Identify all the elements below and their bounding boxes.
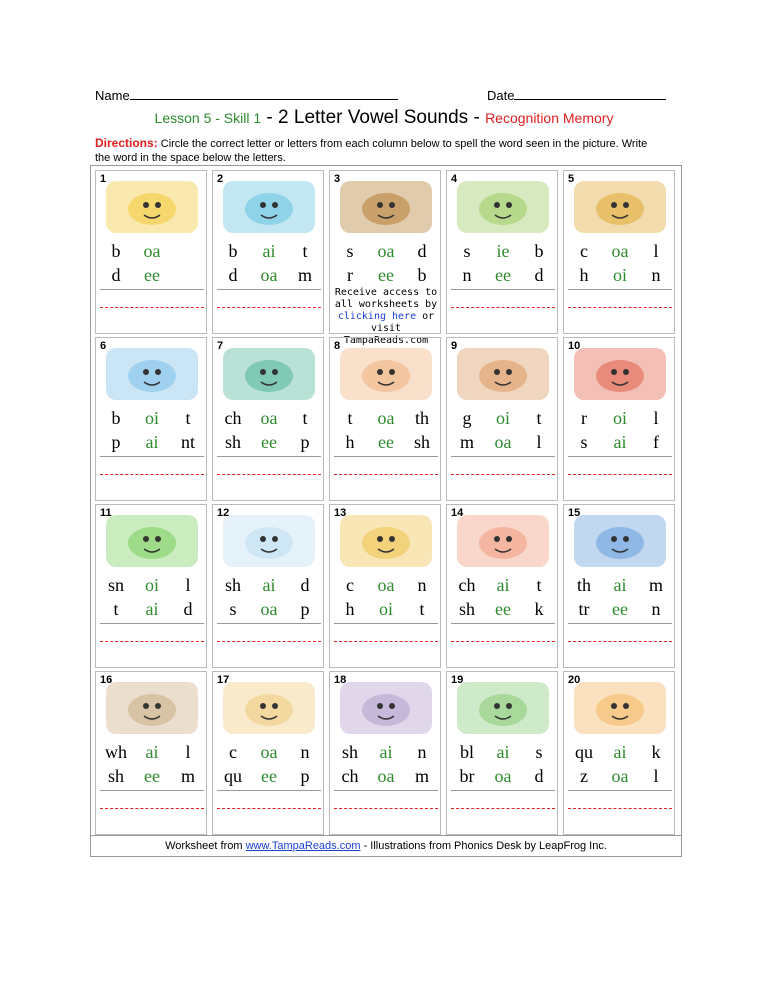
consonant-choice[interactable]: t — [113, 599, 119, 619]
consonant-choice[interactable]: d — [300, 575, 310, 595]
consonant-choice[interactable]: s — [229, 599, 237, 619]
answer-field[interactable] — [568, 290, 672, 330]
vowel-choice[interactable]: oa — [260, 408, 278, 428]
vowel-choice[interactable]: ee — [378, 265, 394, 285]
consonant-choice[interactable]: c — [580, 241, 588, 261]
vowel-choice[interactable]: ee — [495, 599, 511, 619]
item-number: 7 — [217, 340, 224, 352]
consonant-choice[interactable]: l — [653, 241, 659, 261]
directions-label: Directions: — [95, 136, 158, 150]
coin-icon — [334, 509, 436, 569]
consonant-choice[interactable]: sh — [458, 599, 475, 619]
vowel-choice[interactable]: oa — [260, 265, 278, 285]
answer-field[interactable] — [334, 624, 438, 664]
vowel-choice[interactable]: oa — [494, 766, 512, 786]
consonant-choice[interactable]: nt — [180, 432, 195, 452]
consonant-choice[interactable]: n — [651, 599, 661, 619]
consonant-choice[interactable]: ch — [458, 575, 476, 595]
answer-field[interactable] — [334, 791, 438, 831]
consonant-choice[interactable]: s — [346, 241, 354, 261]
vowel-choice[interactable]: ai — [496, 575, 510, 595]
word-item — [329, 337, 441, 501]
word-item — [563, 671, 675, 835]
sailboat-icon — [217, 175, 319, 235]
vowel-choice[interactable]: oa — [260, 742, 278, 762]
teeth-face-icon — [334, 342, 436, 402]
consonant-choice[interactable]: th — [576, 575, 591, 595]
consonant-choice[interactable]: ch — [341, 766, 359, 786]
consonant-choice[interactable]: k — [534, 599, 544, 619]
item-number: 4 — [451, 173, 458, 185]
consonant-choice[interactable]: t — [347, 408, 353, 428]
word-item — [446, 337, 558, 501]
consonant-choice[interactable]: sh — [107, 766, 124, 786]
word-item — [212, 504, 324, 668]
snail-icon — [100, 509, 202, 569]
vowel-choice[interactable]: oa — [377, 766, 395, 786]
item-number: 14 — [451, 507, 464, 519]
consonant-choice[interactable]: h — [579, 265, 589, 285]
date-field[interactable] — [487, 86, 666, 103]
answer-field[interactable] — [568, 791, 672, 831]
consonant-choice[interactable]: qu — [575, 742, 593, 762]
answer-field[interactable] — [100, 624, 204, 664]
item-number: 19 — [451, 674, 464, 686]
item-number: 20 — [568, 674, 581, 686]
consonant-choice[interactable]: th — [414, 408, 429, 428]
consonant-choice[interactable]: n — [651, 265, 661, 285]
consonant-choice[interactable]: qu — [224, 766, 242, 786]
consonant-choice[interactable]: b — [111, 408, 121, 428]
vowel-choice[interactable]: oa — [494, 432, 512, 452]
item-number: 11 — [100, 507, 112, 519]
vowel-choice[interactable]: oa — [611, 766, 629, 786]
title-main: - 2 Letter Vowel Sounds - — [261, 107, 486, 128]
consonant-choice[interactable]: h — [345, 432, 355, 452]
consonant-choice[interactable]: b — [417, 265, 427, 285]
vowel-choice[interactable]: ee — [261, 432, 277, 452]
consonant-choice[interactable]: sn — [107, 575, 124, 595]
date-label: Date — [487, 88, 515, 103]
consonant-choice[interactable]: bl — [459, 742, 474, 762]
vowel-choice[interactable]: oa — [377, 575, 395, 595]
cheek-icon — [451, 509, 553, 569]
lesson-label: Lesson 5 - Skill 1 — [154, 110, 262, 126]
item-number: 13 — [334, 507, 347, 519]
item-number: 9 — [451, 340, 458, 352]
item-number: 12 — [217, 507, 230, 519]
word-item — [329, 671, 441, 835]
item-number: 2 — [217, 173, 224, 185]
vowel-choice[interactable]: ai — [262, 575, 276, 595]
word-item — [563, 170, 675, 334]
consonant-choice[interactable]: f — [653, 432, 659, 452]
word-item — [446, 671, 558, 835]
item-number: 6 — [100, 340, 107, 352]
vowel-choice[interactable]: oi — [612, 265, 627, 285]
word-item — [95, 671, 207, 835]
word-item — [329, 170, 441, 346]
consonant-choice[interactable]: t — [419, 599, 425, 619]
answer-field[interactable] — [568, 457, 672, 497]
vowel-choice[interactable]: oi — [378, 599, 393, 619]
consonant-choice[interactable]: p — [111, 432, 121, 452]
word-item — [95, 337, 207, 501]
vowel-choice[interactable]: oa — [377, 408, 395, 428]
consonant-choice[interactable]: s — [463, 241, 471, 261]
consonant-choice[interactable]: t — [302, 408, 308, 428]
promo-line1: Receive access to — [334, 287, 438, 298]
item-number: 17 — [217, 674, 230, 686]
footer — [91, 835, 681, 856]
consonant-choice[interactable]: b — [534, 241, 544, 261]
vowel-choice[interactable]: ai — [613, 432, 627, 452]
promo-line2: all worksheets by — [334, 299, 438, 310]
consonant-choice[interactable]: p — [300, 599, 310, 619]
name-underline — [130, 86, 398, 100]
answer-field[interactable] — [217, 791, 321, 831]
item-number: 10 — [568, 340, 581, 352]
consonant-choice[interactable]: l — [653, 408, 659, 428]
consonant-choice[interactable]: d — [183, 599, 193, 619]
coil-icon — [568, 175, 670, 235]
word-item — [563, 337, 675, 501]
consonant-choice[interactable]: d — [111, 265, 121, 285]
answer-field[interactable] — [451, 624, 555, 664]
bee-icon — [100, 175, 202, 235]
vowel-choice[interactable]: ee — [495, 265, 511, 285]
date-underline — [514, 86, 666, 100]
consonant-choice[interactable]: t — [185, 408, 191, 428]
word-item — [212, 671, 324, 835]
word-item — [212, 337, 324, 501]
word-item — [446, 170, 558, 334]
answer-field[interactable] — [217, 290, 321, 330]
consonant-choice[interactable]: p — [300, 432, 310, 452]
sheep-icon — [217, 342, 319, 402]
footer-suffix: - Illustrations from Phonics Desk by LeapFrog Inc. — [360, 840, 607, 852]
consonant-choice[interactable]: m — [414, 766, 429, 786]
word-item — [329, 504, 441, 668]
vowel-choice[interactable]: oi — [144, 408, 159, 428]
vowel-choice[interactable]: ai — [262, 241, 276, 261]
promo-line3: or visit — [370, 311, 435, 334]
road-icon — [334, 175, 436, 235]
vowel-choice[interactable]: ai — [145, 742, 159, 762]
consonant-choice[interactable]: m — [459, 432, 474, 452]
consonant-choice[interactable]: z — [580, 766, 588, 786]
name-label: Name — [95, 88, 130, 103]
word-item — [212, 170, 324, 334]
consonant-choice[interactable]: sh — [413, 432, 430, 452]
consonant-choice[interactable]: m — [180, 766, 195, 786]
word-item — [95, 170, 207, 334]
title-sub: Recognition Memory — [485, 110, 614, 126]
consonant-choice[interactable]: sh — [341, 742, 358, 762]
directions — [95, 136, 655, 165]
answer-field[interactable] — [451, 457, 555, 497]
consonant-choice[interactable]: d — [228, 265, 238, 285]
consonant-choice[interactable]: sh — [224, 432, 241, 452]
consonant-choice[interactable]: wh — [105, 742, 127, 762]
name-date-header — [95, 86, 675, 106]
page-title — [0, 107, 768, 129]
answer-field[interactable] — [100, 457, 204, 497]
consonant-choice[interactable]: n — [417, 742, 427, 762]
answer-field[interactable] — [334, 457, 438, 497]
vowel-choice[interactable]: oi — [612, 408, 627, 428]
vowel-choice[interactable]: ee — [612, 599, 628, 619]
consonant-choice[interactable]: n — [300, 742, 310, 762]
consonant-choice[interactable]: t — [536, 575, 542, 595]
consonant-choice[interactable]: l — [536, 432, 542, 452]
answer-field[interactable] — [451, 791, 555, 831]
consonant-choice[interactable]: p — [300, 766, 310, 786]
word-item — [563, 504, 675, 668]
word-item — [95, 504, 207, 668]
item-number: 16 — [100, 674, 113, 686]
consonant-choice[interactable]: m — [648, 575, 663, 595]
footer-link[interactable]: www.TampaReads.com — [245, 840, 361, 852]
consonant-choice[interactable]: t — [536, 408, 542, 428]
quail-icon — [568, 676, 670, 736]
consonant-choice[interactable]: g — [462, 408, 472, 428]
directions-text: Circle the correct letter or letters from each column below to spell the word seen in the picture. Write the word in the space below the letters. — [95, 138, 648, 164]
answer-field[interactable] — [568, 624, 672, 664]
consonant-choice[interactable]: sh — [224, 575, 241, 595]
soil-icon — [568, 342, 670, 402]
consonant-choice[interactable]: d — [534, 766, 544, 786]
consonant-choice[interactable]: d — [534, 265, 544, 285]
name-field[interactable] — [95, 86, 398, 103]
braid-icon — [451, 676, 553, 736]
consonant-choice[interactable]: l — [185, 742, 191, 762]
consonant-choice[interactable]: tr — [578, 599, 590, 619]
consonant-choice[interactable]: s — [535, 742, 543, 762]
consonant-choice[interactable]: m — [297, 265, 312, 285]
consonant-choice[interactable]: b — [111, 241, 121, 261]
consonant-choice[interactable]: r — [347, 265, 353, 285]
vowel-choice[interactable]: oi — [144, 575, 159, 595]
vowel-choice[interactable]: ee — [144, 766, 160, 786]
consonant-choice[interactable]: ch — [224, 408, 242, 428]
vowel-choice[interactable]: ai — [379, 742, 393, 762]
consonant-choice[interactable]: br — [459, 766, 475, 786]
shaving-icon — [217, 509, 319, 569]
consonant-choice[interactable]: l — [185, 575, 191, 595]
promo-link[interactable]: clicking here — [337, 311, 417, 322]
item-number: 5 — [568, 173, 575, 185]
goat-icon — [451, 342, 553, 402]
farmer-seed-icon — [451, 175, 553, 235]
item-number: 3 — [334, 173, 341, 185]
vowel-choice[interactable]: ai — [145, 432, 159, 452]
vowel-choice[interactable]: ee — [378, 432, 394, 452]
wheel-icon — [100, 676, 202, 736]
consonant-choice[interactable]: k — [651, 742, 661, 762]
consonant-choice[interactable]: h — [345, 599, 355, 619]
answer-field[interactable] — [451, 290, 555, 330]
footer-prefix: Worksheet from — [165, 840, 246, 852]
vowel-choice[interactable]: ee — [261, 766, 277, 786]
item-number: 8 — [334, 340, 341, 352]
vowel-choice[interactable]: oa — [377, 241, 395, 261]
vowel-choice[interactable]: oa — [143, 241, 161, 261]
item-number: 1 — [100, 173, 107, 185]
answer-field[interactable] — [100, 791, 204, 831]
vowel-choice[interactable]: ee — [144, 265, 160, 285]
consonant-choice[interactable]: t — [302, 241, 308, 261]
chain-icon — [334, 676, 436, 736]
vowel-choice[interactable]: ai — [613, 575, 627, 595]
consonant-choice[interactable]: c — [346, 575, 354, 595]
answer-field[interactable] — [100, 290, 204, 330]
consonant-choice[interactable]: c — [229, 742, 237, 762]
worksheet-grid — [90, 165, 682, 857]
consonant-choice[interactable]: l — [653, 766, 659, 786]
consonant-choice[interactable]: s — [580, 432, 588, 452]
answer-field[interactable] — [217, 624, 321, 664]
item-number: 15 — [568, 507, 581, 519]
promo-line4: TampaReads.com — [343, 335, 429, 346]
vowel-choice[interactable]: oi — [495, 408, 510, 428]
answer-field[interactable] — [217, 457, 321, 497]
vowel-choice[interactable]: ai — [613, 742, 627, 762]
word-item — [446, 504, 558, 668]
queen-icon — [217, 676, 319, 736]
vowel-choice[interactable]: ie — [496, 241, 510, 261]
vowel-choice[interactable]: ai — [145, 599, 159, 619]
consonant-choice[interactable]: b — [228, 241, 238, 261]
pointing-boy-icon — [100, 342, 202, 402]
vowel-choice[interactable]: oa — [611, 241, 629, 261]
vowel-choice[interactable]: ai — [496, 742, 510, 762]
consonant-choice[interactable]: r — [581, 408, 587, 428]
consonant-choice[interactable]: n — [417, 575, 427, 595]
item-number: 18 — [334, 674, 347, 686]
train-icon — [568, 509, 670, 569]
vowel-choice[interactable]: oa — [260, 599, 278, 619]
consonant-choice[interactable]: d — [417, 241, 427, 261]
consonant-choice[interactable]: n — [462, 265, 472, 285]
